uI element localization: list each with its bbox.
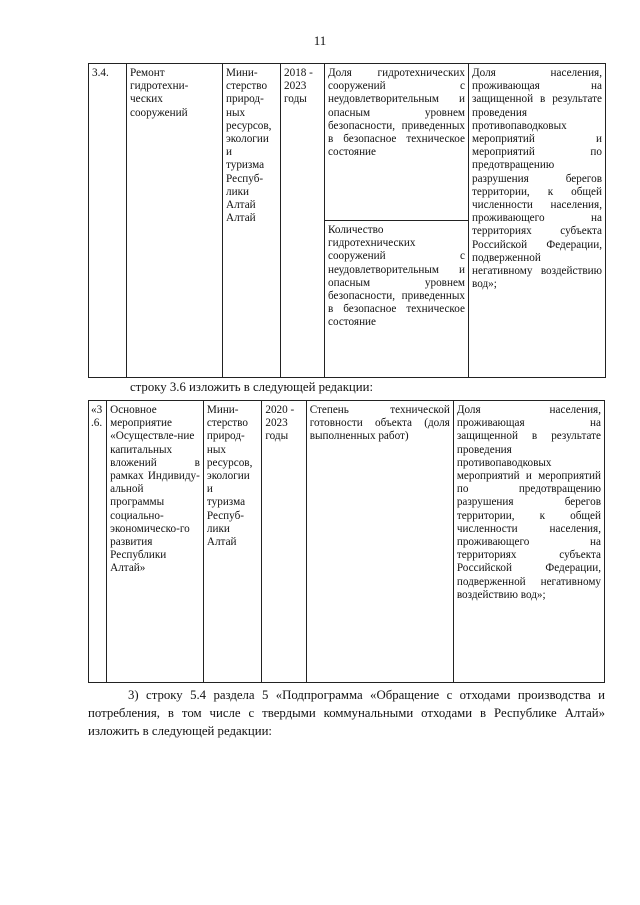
caption: строку 3.6 изложить в следующей редакции: bbox=[130, 380, 374, 394]
result: Доля населения, проживающая на защищенной в результате проведения противопаводковых мероприятий и мероприятий по предотвращению разрушения берегов территории, к общей численности населения, проживающего на территориях субъекта Российской Федерации, подверженной негативному воздействию вод»; bbox=[469, 64, 606, 378]
executor: Мини- стерство природ- ных ресурсов, экологии и туризма Респуб- лики Алтай bbox=[203, 401, 261, 683]
paragraph-text: 3) строку 5.4 раздела 5 «Подпрограмма «Обращение с отходами производства и потребления, в том числе с твердыми коммунальными отходами в Республике Алтай» изложить в следующей редакции: bbox=[88, 688, 605, 738]
paragraph bbox=[88, 686, 605, 740]
table-row-3-4 bbox=[88, 63, 606, 378]
indicators bbox=[325, 64, 469, 378]
executor: Мини- стерство природ- ных ресурсов, экологии и туризма Респуб- лики Алтай Алтай bbox=[223, 64, 281, 378]
measure-name: Ремонт гидротехни- ческих сооружений bbox=[127, 64, 223, 378]
indicator: Степень технической готовности объекта (доля выполненных работ) bbox=[306, 401, 453, 683]
indicator-1: Доля гидротехнических сооружений с неудовлетворительным и опасным уровнем безопасности, приведенных в безопасное техническое состояние bbox=[325, 64, 468, 221]
measure-name: Основное мероприятие «Осуществле-ние капитальных вложений в рамках Индивиду-альной программы социально-экономическо-го развития Республики Алтай» bbox=[107, 401, 204, 683]
period: 2018 - 2023 годы bbox=[281, 64, 325, 378]
result: Доля населения, проживающая на защищенной в результате проведения противопаводковых мероприятий и мероприятий по предотвращению разрушения берегов территории, к общей численности населения, проживающего на территориях субъекта Российской Федерации, подверженной негативному воздействию вод»; bbox=[453, 401, 604, 683]
row-number: «3 .6. bbox=[89, 401, 107, 683]
indicator-2: Количество гидротехнических сооружений с неудовлетворительным и опасным уровнем безопасности, приведенных в безопасное техническое состояние bbox=[328, 224, 465, 329]
period: 2020 - 2023 годы bbox=[262, 401, 306, 683]
row-number: 3.4. bbox=[89, 64, 127, 378]
page-number: 11 bbox=[313, 33, 327, 48]
table-row-3-6 bbox=[88, 400, 605, 683]
